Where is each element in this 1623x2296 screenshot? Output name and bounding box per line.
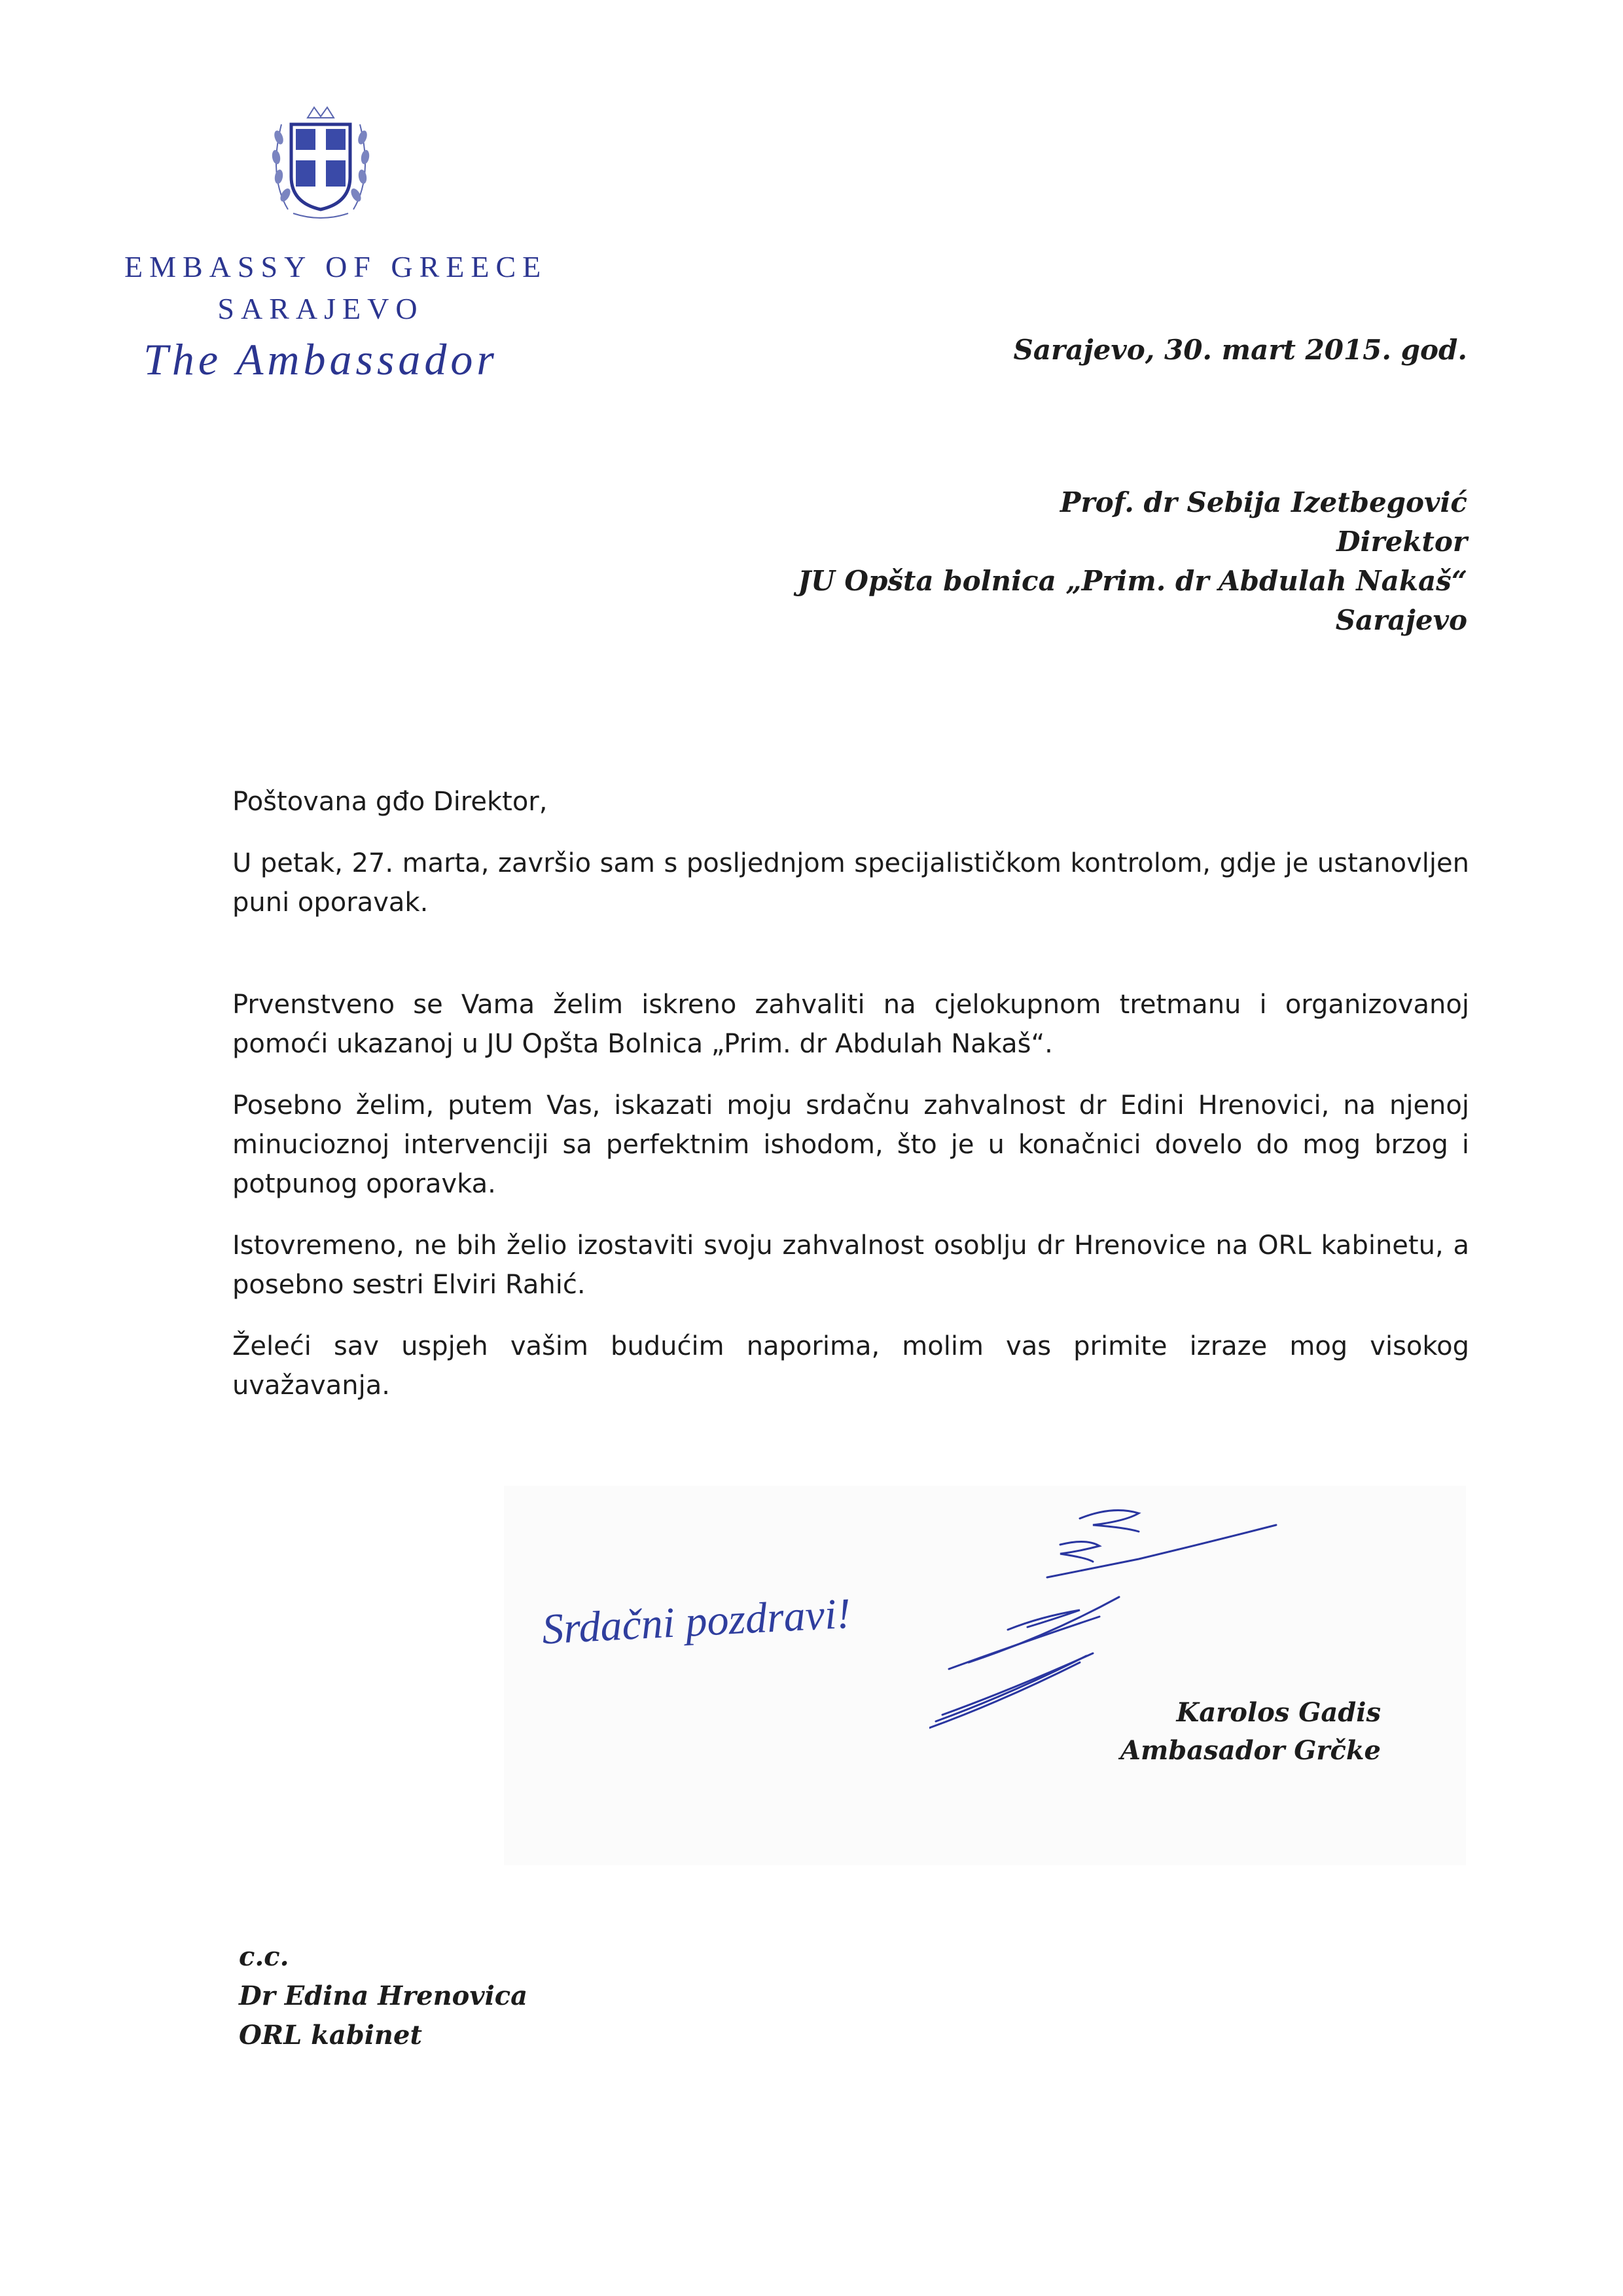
- recipient-position: Direktor: [1336, 526, 1467, 558]
- cc-block: [239, 1937, 527, 2055]
- signer-block: [1120, 1694, 1381, 1770]
- salutation: Poštovana gđo Direktor,: [232, 787, 548, 817]
- greek-coat-of-arms-icon: [262, 98, 380, 223]
- body-paragraph: Želeći sav uspjeh vašim budućim naporima, molim vas primite izraze mog visokog uvažavanja.: [232, 1331, 1469, 1401]
- recipient-institution: JU Opšta bolnica „Prim. dr Abdulah Nakaš“: [798, 565, 1467, 597]
- embassy-name: EMBASSY OF GREECE: [124, 250, 548, 283]
- body-paragraph: Istovremeno, ne bih želio izostaviti svoju zahvalnost osoblju dr Hrenovice na ORL kabinetu, a posebno sestri Elviri Rahić.: [232, 1230, 1469, 1300]
- body-paragraph: Posebno želim, putem Vas, iskazati moju srdačnu zahvalnost dr Edini Hrenovici, na njenoj minucioznoj intervenciji sa perfektnim ishodom, što je u konačnici dovelo do mog brzog i potpunog oporavka.: [232, 1090, 1469, 1199]
- embassy-city: SARAJEVO: [217, 292, 424, 325]
- signature-area: [504, 1486, 1466, 1865]
- body-paragraph: U petak, 27. marta, završio sam s posljednjom specijalističkom kontrolom, gdje je ustanovljen puni oporavak.: [232, 848, 1469, 918]
- handwritten-greeting: Srdačni pozdravi!: [541, 1589, 852, 1654]
- body-paragraph: Prvenstveno se Vama želim iskreno zahvaliti na cjelokupnom tretmanu i organizovanoj pomoći ukazanoj u JU Opšta Bolnica „Prim. dr Abdulah Nakaš“.: [232, 990, 1469, 1059]
- letter-body: [232, 782, 1469, 1427]
- cc-label: c.c.: [239, 1941, 289, 1972]
- signer-name: Karolos Gadis: [1176, 1697, 1381, 1728]
- ambassador-title: The Ambassador: [143, 334, 498, 384]
- signer-position: Ambasador Grčke: [1120, 1735, 1381, 1766]
- letterhead: [124, 98, 548, 386]
- cc-dept: ORL kabinet: [239, 2020, 422, 2051]
- recipient-city: Sarajevo: [1335, 604, 1467, 636]
- letter-date: Sarajevo, 30. mart 2015. god.: [1013, 334, 1467, 366]
- recipient-name: Prof. dr Sebija Izetbegović: [1060, 486, 1467, 518]
- recipient-block: [798, 483, 1467, 640]
- cc-name: Dr Edina Hrenovica: [239, 1981, 528, 2011]
